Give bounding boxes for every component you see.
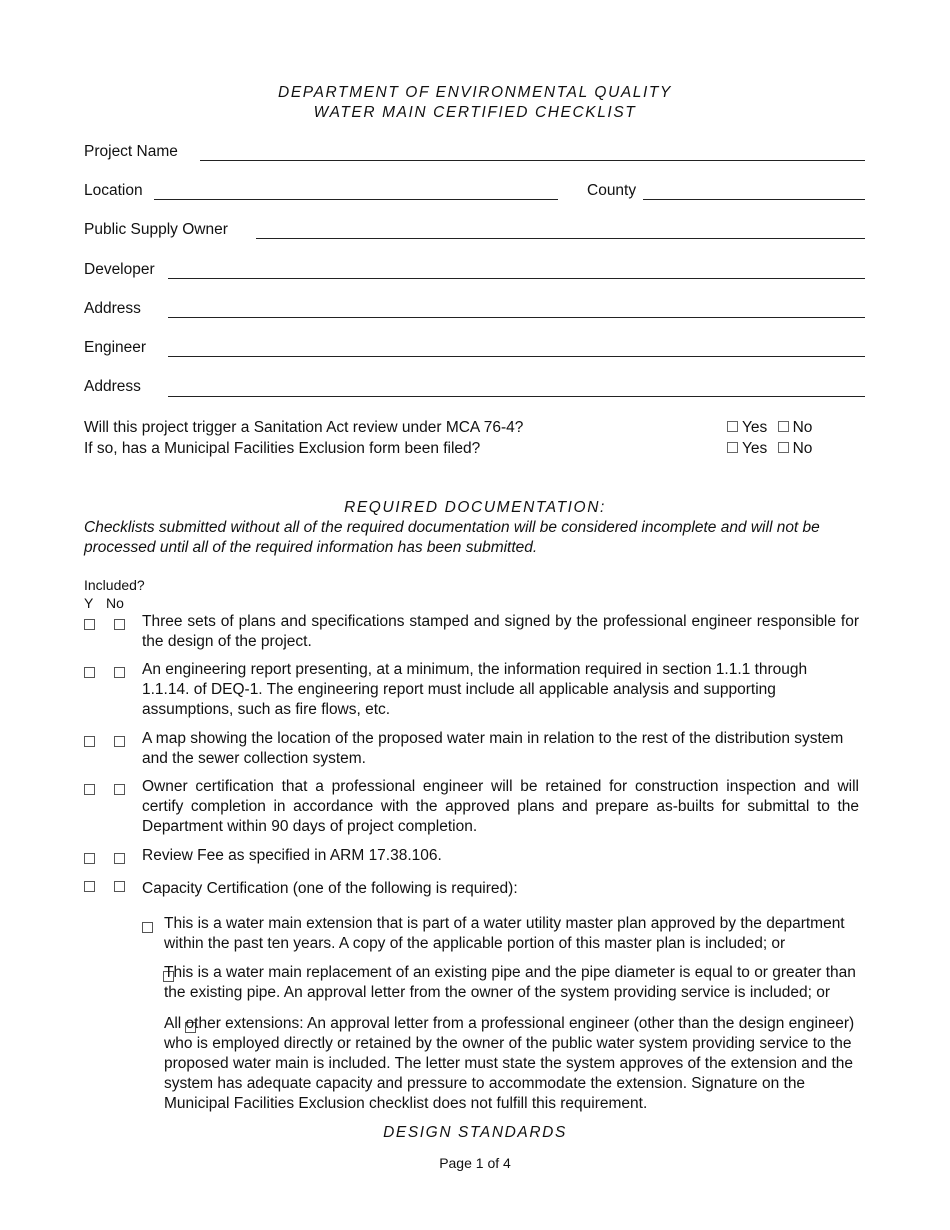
project-name-label: Project Name [84, 143, 178, 160]
developer-label: Developer [84, 261, 155, 278]
item-5-yes-checkbox[interactable] [84, 853, 95, 864]
item-map: A map showing the location of the proposed water main in relation to the rest of the distribution system and the sewer collection system. [142, 730, 844, 767]
item-4-no-checkbox[interactable] [114, 784, 125, 795]
item-3-yes-checkbox[interactable] [84, 736, 95, 747]
included-label: Included? [84, 577, 145, 593]
item-capacity-certification: Capacity Certification (one of the following is required): [142, 880, 518, 897]
capacity-option-other-extensions: All other extensions: An approval letter from a professional engineer (other than the design engineer) who is employed directly or retained by the owner of the public water system providing service to the proposed water main is included. The letter must state the system approves of the extension and the system has adequate capacity and pressure to accommodate the extension. Signature on the Municipal Facilities Exclusion checklist does not fulfill this requirement. [164, 1015, 855, 1112]
public-supply-owner-field[interactable] [256, 238, 865, 239]
sanitation-yes-checkbox[interactable] [727, 421, 738, 432]
no-column-label: No [106, 595, 124, 611]
sanitation-yes-label: Yes [742, 419, 768, 436]
department-title: DEPARTMENT OF ENVIRONMENTAL QUALITY [278, 84, 672, 101]
engineer-label: Engineer [84, 339, 147, 356]
item-1-no-checkbox[interactable] [114, 619, 125, 630]
sanitation-act-question: Will this project trigger a Sanitation Act review under MCA 76-4? [84, 419, 524, 436]
location-field[interactable] [154, 199, 558, 200]
page-number: Page 1 of 4 [439, 1155, 511, 1171]
y-column-label: Y [84, 595, 94, 611]
mfe-no-label: No [792, 440, 813, 457]
item-6-yes-checkbox[interactable] [84, 881, 95, 892]
engineer-address-field[interactable] [168, 396, 865, 397]
item-5-no-checkbox[interactable] [114, 853, 125, 864]
item-2-no-checkbox[interactable] [114, 667, 125, 678]
item-owner-certification: Owner certification that a professional engineer will be retained for construction inspection and will certify completion in accordance with the approved plans and prepare as-builts for submittal to the Department within 90 days of project completion. [142, 778, 859, 835]
required-documentation-heading: REQUIRED DOCUMENTATION: [344, 499, 606, 516]
checklist-title: WATER MAIN CERTIFIED CHECKLIST [313, 104, 637, 121]
location-label: Location [84, 182, 143, 199]
developer-address-label: Address [84, 300, 141, 317]
sanitation-no-checkbox[interactable] [778, 421, 789, 432]
item-plans-specs: Three sets of plans and specifications stamped and signed by the professional engineer responsible for the design of the project. [142, 613, 859, 650]
sanitation-act-options [727, 419, 812, 437]
item-review-fee: Review Fee as specified in ARM 17.38.106. [142, 847, 442, 864]
developer-field[interactable] [168, 278, 865, 279]
mfe-yes-checkbox[interactable] [727, 442, 738, 453]
developer-address-field[interactable] [168, 317, 865, 318]
item-1-yes-checkbox[interactable] [84, 619, 95, 630]
engineer-field[interactable] [168, 356, 865, 357]
item-2-yes-checkbox[interactable] [84, 667, 95, 678]
capacity-option-master-plan: This is a water main extension that is part of a water utility master plan approved by the department within the past ten years. A copy of the applicable portion of this master plan is included; or [164, 915, 845, 952]
public-supply-owner-label: Public Supply Owner [84, 221, 228, 238]
capacity-option-1-checkbox[interactable] [142, 922, 153, 933]
capacity-option-replacement: This is a water main replacement of an existing pipe and the pipe diameter is equal to or greater than the existing pipe. An approval letter from the owner of the system providing service is included; or [164, 964, 856, 1001]
item-engineering-report: An engineering report presenting, at a minimum, the information required in section 1.1.1 through 1.1.14. of DEQ-1. The engineering report must include all applicable analysis and supporting assumptions, such as fire flows, etc. [142, 661, 808, 718]
county-label: County [587, 182, 637, 199]
engineer-address-label: Address [84, 378, 141, 395]
mfe-form-options [727, 440, 812, 458]
design-standards-heading: DESIGN STANDARDS [383, 1124, 567, 1141]
mfe-form-question: If so, has a Municipal Facilities Exclusion form been filed? [84, 440, 481, 457]
sanitation-no-label: No [792, 419, 813, 436]
item-3-no-checkbox[interactable] [114, 736, 125, 747]
project-name-field[interactable] [200, 160, 865, 161]
item-4-yes-checkbox[interactable] [84, 784, 95, 795]
required-documentation-note: Checklists submitted without all of the required documentation will be considered incomplete and will not be processed until all of the required information has been submitted. [84, 519, 820, 556]
mfe-yes-label: Yes [742, 440, 768, 457]
mfe-no-checkbox[interactable] [778, 442, 789, 453]
item-6-no-checkbox[interactable] [114, 881, 125, 892]
county-field[interactable] [643, 199, 865, 200]
